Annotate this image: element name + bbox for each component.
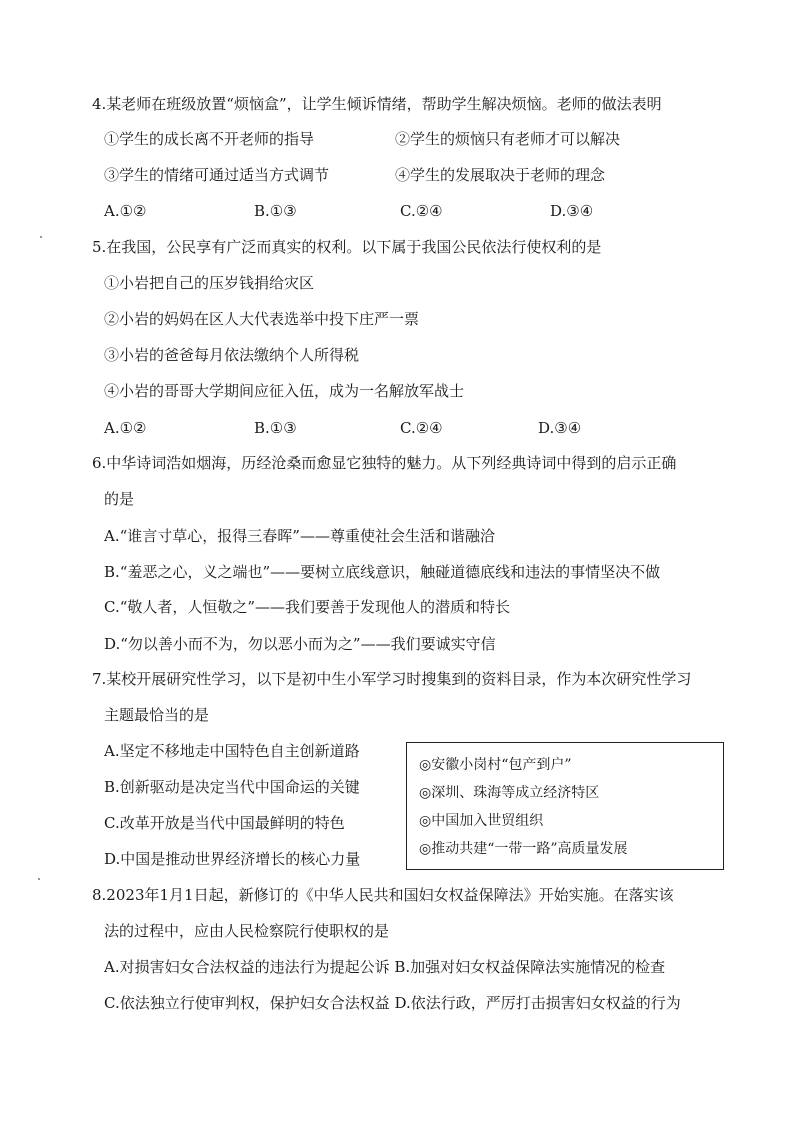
q6-option-d: D.“勿以善小而不为，勿以恶小而为之”——我们要诚实守信	[104, 635, 496, 653]
q5-statement-3: ③小岩的爸爸每月依法缴纳个人所得税	[104, 346, 360, 364]
q6-option-c: C.“敬人者，人恒敬之”——我们要善于发现他人的潜质和特长	[104, 598, 511, 616]
q7-material-item-2: ◎深圳、珠海等成立经济特区	[419, 785, 600, 801]
scan-speck	[38, 878, 40, 880]
q7-option-d: D.中国是推动世界经济增长的核心力量	[104, 850, 361, 868]
q4-option-d: D.③④	[550, 202, 594, 220]
q4-statement-1: ①学生的成长离不开老师的指导	[104, 130, 315, 148]
q5-statement-2: ②小岩的妈妈在区人大代表选举中投下庄严一票	[104, 310, 420, 328]
q7-material-item-3: ◎中国加入世贸组织	[419, 813, 544, 829]
q5-option-a: A.①②	[104, 419, 147, 437]
q8-options-ab: A.对损害妇女合法权益的违法行为提起公诉 B.加强对妇女权益保障法实施情况的检查	[104, 958, 666, 976]
q4-option-b: B.①③	[254, 202, 297, 220]
q5-statement-1: ①小岩把自己的压岁钱捐给灾区	[104, 274, 315, 292]
q8-options-cd: C.依法独立行使审判权，保护妇女合法权益 D.依法行政，严厉打击损害妇女权益的行为	[104, 994, 681, 1012]
q7-material-item-1: ◎安徽小岗村“包产到户”	[419, 757, 572, 773]
q4-statement-4: ④学生的发展取决于老师的理念	[395, 166, 606, 184]
q7-option-a: A.坚定不移地走中国特色自主创新道路	[104, 742, 360, 760]
q6-stem-line-2: 的是	[104, 490, 135, 508]
q5-statement-4: ④小岩的哥哥大学期间应征入伍，成为一名解放军战士	[104, 382, 465, 400]
q7-stem-line-1: 7.某校开展研究性学习，以下是初中生小军学习时搜集到的资料目录，作为本次研究性学习	[92, 670, 692, 688]
q7-option-c: C.改革开放是当代中国最鲜明的特色	[104, 814, 345, 832]
q8-stem-line-1: 8.2023年1月1日起，新修订的《中华人民共和国妇女权益保障法》开始实施。在落实该	[92, 886, 674, 904]
q4-options	[104, 201, 724, 221]
q5-option-c: C.②④	[400, 419, 443, 437]
q5-option-b: B.①③	[254, 419, 297, 437]
q6-option-b: B.“羞恶之心，义之端也”——要树立底线意识，触碰道德底线和违法的事情坚决不做	[104, 563, 661, 581]
q4-stem: 4.某老师在班级放置“烦恼盒”，让学生倾诉情绪，帮助学生解决烦恼。老师的做法表明	[92, 95, 662, 113]
q8-stem-line-2: 法的过程中，应由人民检察院行使职权的是	[104, 922, 390, 940]
scan-speck	[40, 236, 42, 238]
q5-option-d: D.③④	[538, 419, 582, 437]
q6-stem-line-1: 6.中华诗词浩如烟海，历经沧桑而愈显它独特的魅力。从下列经典诗词中得到的启示正确	[92, 454, 677, 472]
q4-statement-2: ②学生的烦恼只有老师才可以解决	[395, 130, 621, 148]
q7-option-b: B.创新驱动是决定当代中国命运的关键	[104, 778, 360, 796]
q7-material-box	[406, 742, 724, 870]
q4-option-a: A.①②	[104, 202, 147, 220]
q5-stem: 5.在我国，公民享有广泛而真实的权利。以下属于我国公民依法行使权利的是	[92, 238, 602, 256]
q7-stem-line-2: 主题最恰当的是	[104, 706, 210, 724]
q4-statement-3: ③学生的情绪可通过适当方式调节	[104, 166, 330, 184]
q4-option-c: C.②④	[400, 202, 443, 220]
q6-option-a: A.“谁言寸草心，报得三春晖”——尊重使社会生活和谐融洽	[104, 527, 495, 545]
q5-options	[104, 418, 724, 438]
q7-material-item-4: ◎推动共建“一带一路”高质量发展	[419, 841, 628, 857]
